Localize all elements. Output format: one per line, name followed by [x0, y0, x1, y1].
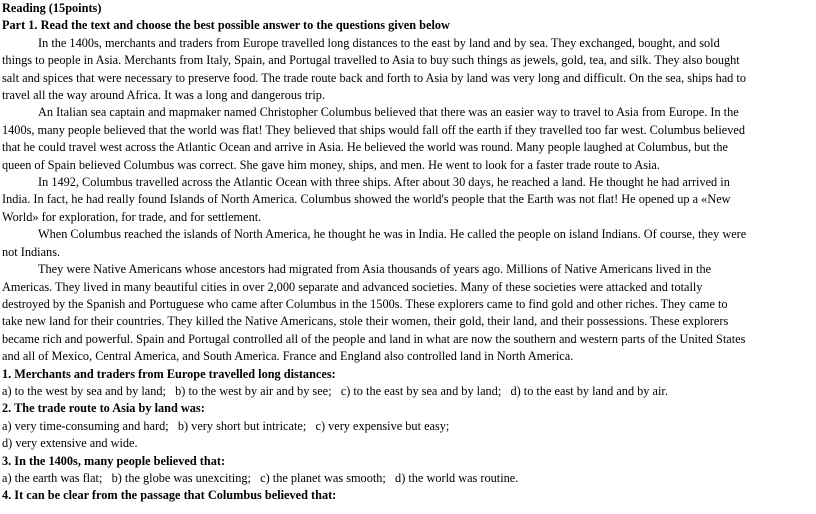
passage-line: salt and spices that were necessary to preserve food. The trade route back and forth to Asia by land was very long and difficult. On the sea, ships had to: [2, 70, 746, 85]
passage-line: travel all the way around Africa. It was a long and dangerous trip.: [2, 88, 326, 103]
question-text: 2. The trade route to Asia by land was:: [2, 401, 205, 416]
passage-line: and all of Mexico, Central America, and South America. France and England also controlled land in North America.: [2, 349, 574, 364]
passage-line: When Columbus reached the islands of North America, he thought he was in India. He called the people on island Indians. Of course, they were: [38, 227, 747, 242]
passage-line: queen of Spain believed Columbus was correct. She gave him money, ships, and men. He went to look for a faster trade route to Asia.: [2, 157, 660, 172]
passage-line: They were Native Americans whose ancestors had migrated from Asia thousands of years ago. Millions of Native Americans lived in the: [38, 262, 712, 277]
question-text: 3. In the 1400s, many people believed that:: [2, 453, 226, 468]
passage-line: things to people in Asia. Merchants from Italy, Spain, and Portugal travelled to Asia to buy such things as jewels, gold, tea, and silk. They also bought: [2, 53, 740, 68]
reading-passage: [2, 35, 813, 366]
questions-list: [2, 366, 813, 505]
passage-line: became rich and powerful. Spain and Portugal controlled all of the people and land in what are now the southern and western parts of the United States: [2, 331, 746, 346]
passage-line: take new land for their countries. They killed the Native Americans, stole their women, their gold, their land, and their possessions. These explorers: [2, 314, 729, 329]
passage-line: World» for exploration, for trade, and for settlement.: [2, 209, 262, 224]
passage-line: not Indians.: [2, 244, 61, 259]
passage-line: An Italian sea captain and mapmaker named Christopher Columbus believed that there was an easier way to travel to Asia from Europe. In the: [38, 105, 739, 120]
passage-line: 1400s, many people believed that the world was flat! They believed that ships would fall off the earth if they travelled too far west. Columbus believed: [2, 122, 745, 137]
question-text: 4. It can be clear from the passage that Columbus believed that:: [2, 488, 337, 503]
question-text: 1. Merchants and traders from Europe travelled long distances:: [2, 366, 336, 381]
answer-options: a) to the west by sea and by land; b) to the west by air and by see; c) to the east by sea and by land; d) to the east by land and by air.: [2, 383, 668, 398]
answer-options: d) very extensive and wide.: [2, 436, 138, 451]
passage-line: In the 1400s, merchants and traders from Europe travelled long distances to the east by land and by sea. They exchanged, bought, and sold: [38, 35, 720, 50]
passage-line: destroyed by the Spanish and Portuguese who came after Columbus in the 1500s. These explorers came to find gold and other riches. They came to: [2, 296, 728, 311]
passage-line: that he could travel west across the Atlantic Ocean and arrive in Asia. He believed the world was round. Many people laughed at Columbus, but the: [2, 140, 728, 155]
answer-options: a) very time-consuming and hard; b) very short but intricate; c) very expensive but easy;: [2, 418, 450, 433]
part-instruction: Part 1. Read the text and choose the best possible answer to the questions given below: [2, 18, 450, 33]
passage-line: Americas. They lived in many beautiful cities in over 2,000 separate and advanced societies. Many of these societies were attacked and totally: [2, 279, 703, 294]
passage-line: India. In fact, he had really found Islands of North America. Columbus showed the world's people that the Earth was not flat! He opened up a «New: [2, 192, 731, 207]
section-title: Reading (15points): [2, 1, 102, 15]
answer-options: a) the earth was flat; b) the globe was unexciting; c) the planet was smooth; d) the world was routine.: [2, 470, 519, 485]
passage-line: In 1492, Columbus travelled across the Atlantic Ocean with three ships. After about 30 days, he reached a land. He thought he had arrived in: [38, 175, 730, 190]
